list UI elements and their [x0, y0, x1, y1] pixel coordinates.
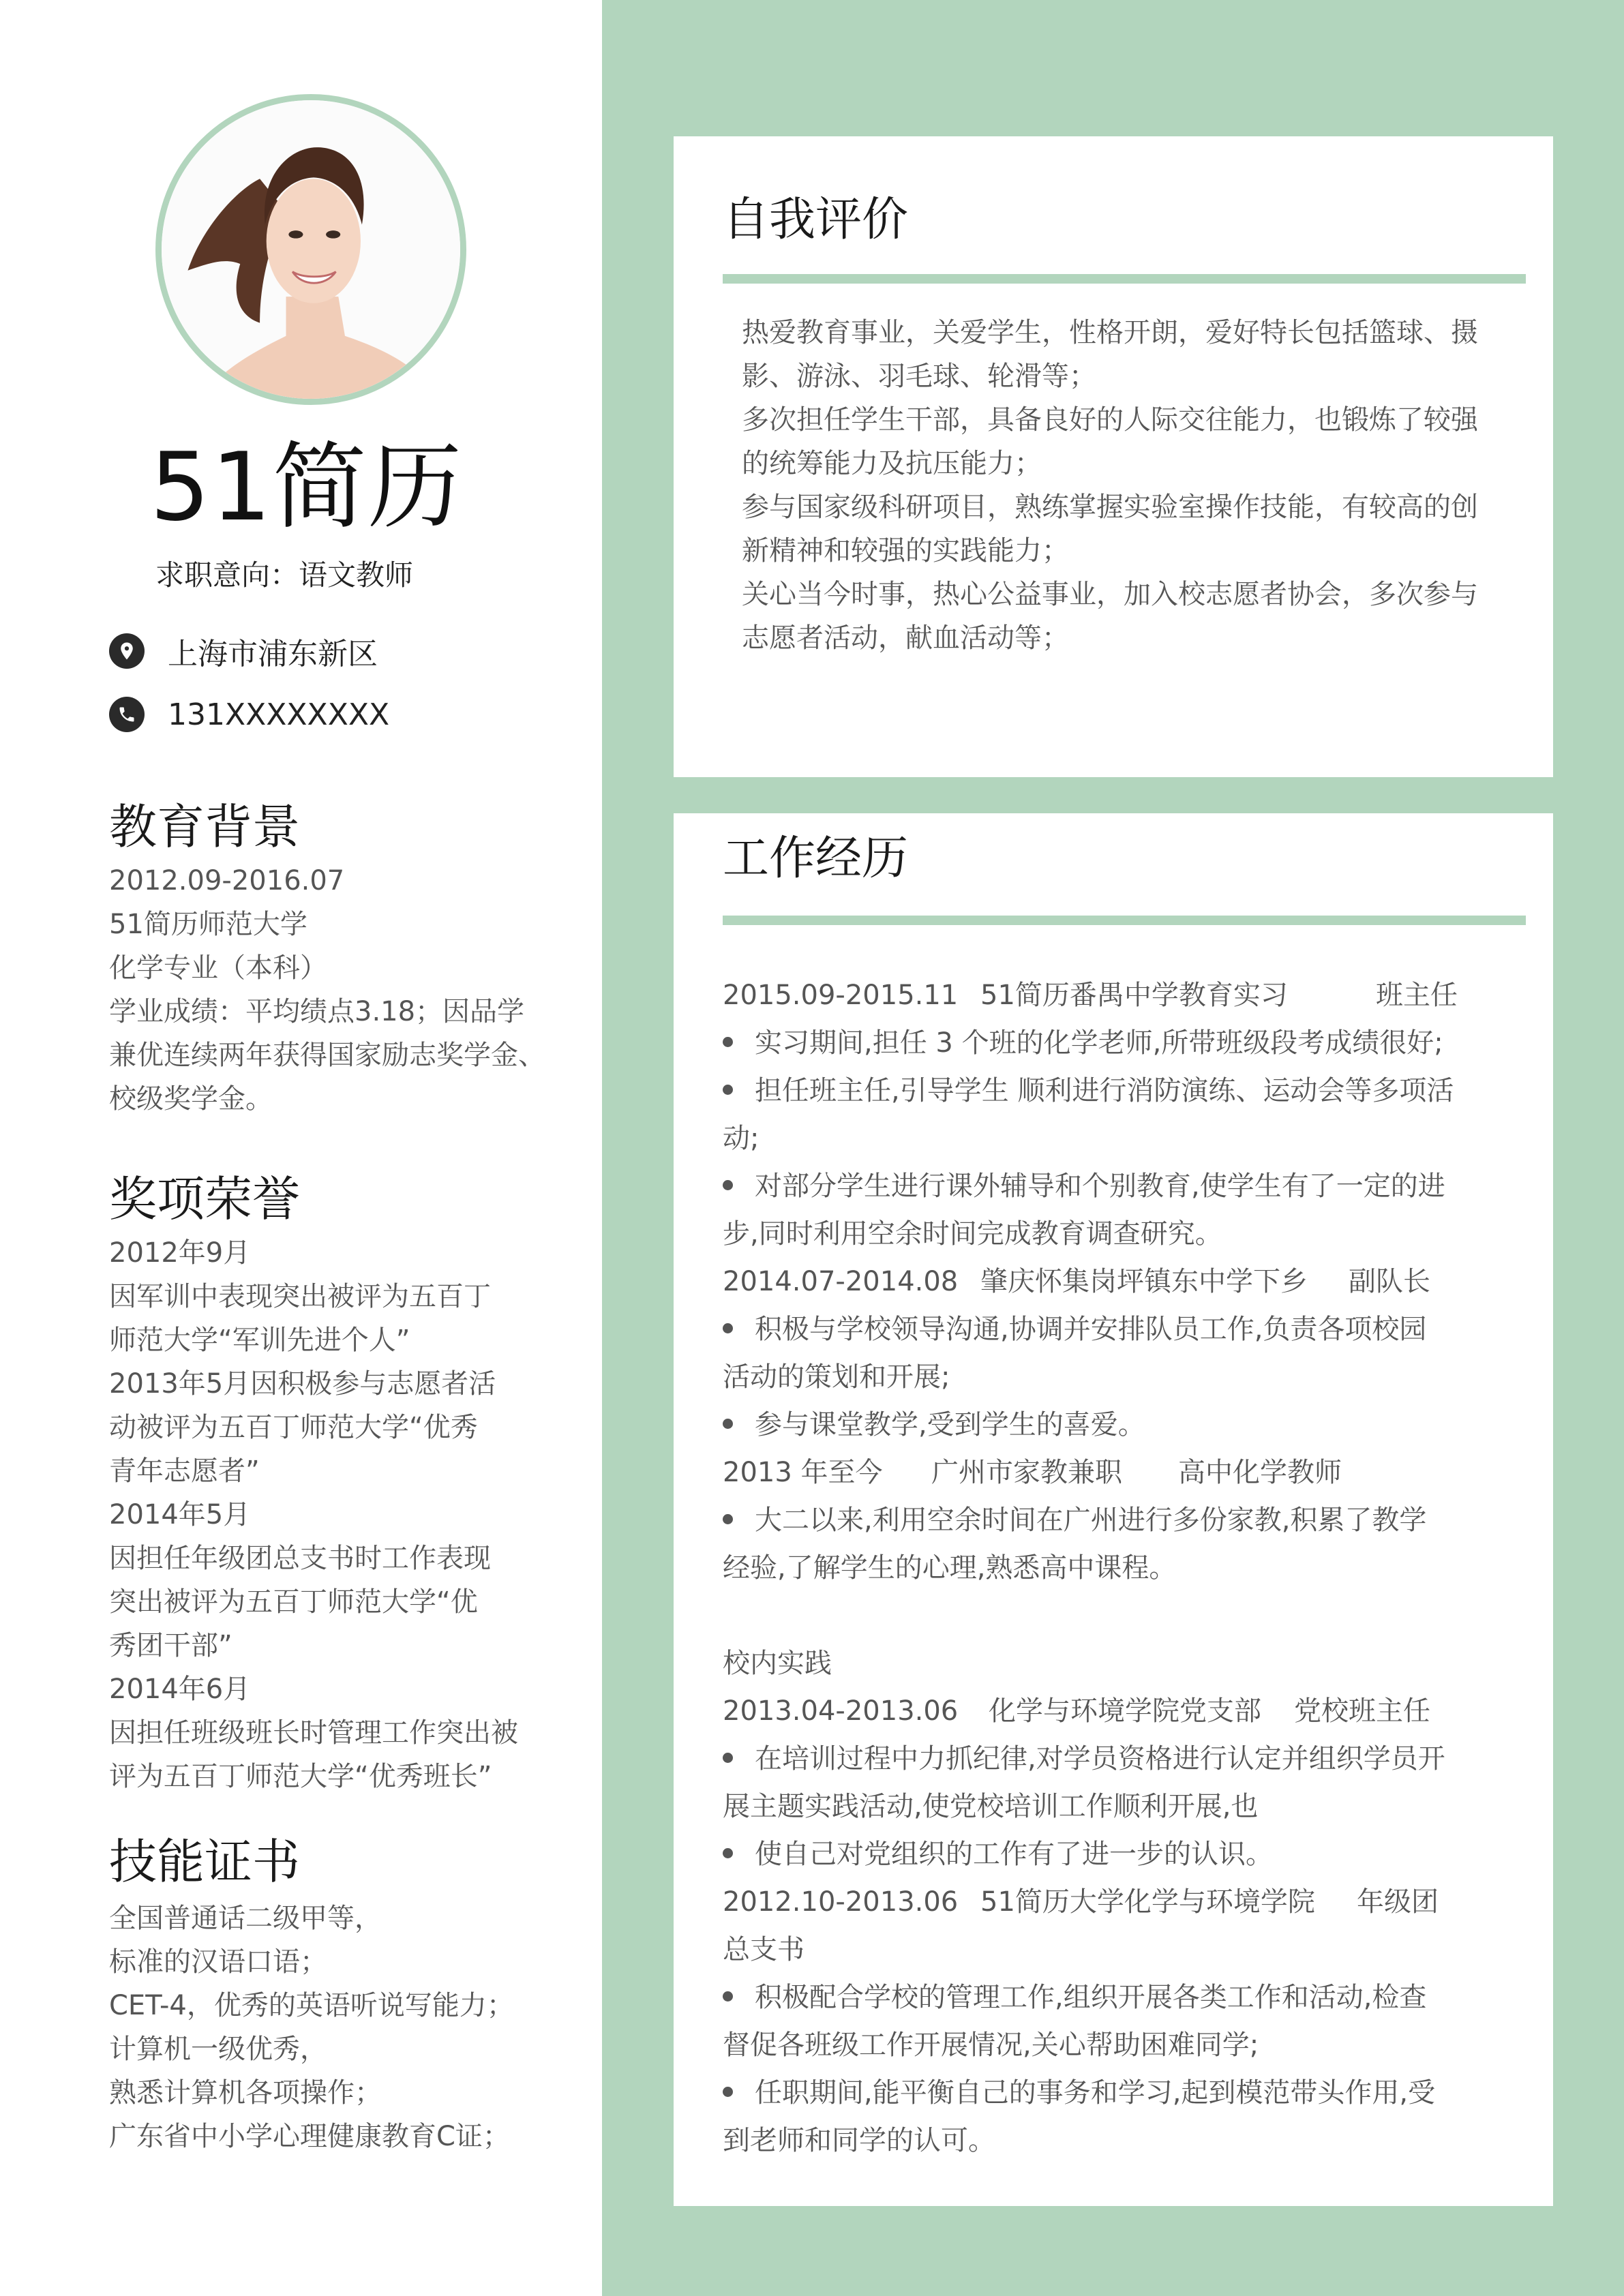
education-line: 化学专业（本科） [109, 952, 327, 984]
job-org: 广州市家教兼职 [931, 1457, 1122, 1488]
self-eval-line: 多次担任学生干部，具备良好的人际交往能力，也锻炼了较强 [742, 404, 1478, 436]
job-header [723, 1449, 1507, 1496]
self-eval-title: 自我评价 [723, 193, 909, 247]
self-eval-line: 的统筹能力及抗压能力； [742, 448, 1042, 479]
awards-line: 青年志愿者” [109, 1455, 260, 1487]
job-role: 班主任 [1376, 980, 1458, 1011]
self-eval-card [674, 136, 1553, 777]
skills-title: 技能证书 [109, 1834, 300, 1890]
self-eval-line: 志愿者活动，献血活动等； [742, 622, 1069, 654]
job-date: 2015.09-2015.11 [723, 980, 959, 1011]
awards-line: 2013年5月因积极参与志愿者活 [109, 1368, 496, 1400]
campus-practice-title: 校内实践 [723, 1648, 832, 1679]
skills-line: 计算机一级优秀， [109, 2034, 327, 2065]
phone-text: 131XXXXXXXX [168, 697, 390, 732]
work-divider [723, 916, 1526, 925]
job-bullet-cont: 到老师和同学的认可。 [723, 2125, 995, 2156]
awards-line: 动被评为五百丁师范大学“优秀 [109, 1412, 478, 1443]
education-line: 兼优连续两年获得国家励志奖学金、 [109, 1040, 545, 1071]
job-org: 51简历大学化学与环境学院 [980, 1886, 1315, 1918]
education-line: 校级奖学金。 [109, 1083, 273, 1115]
work-card [674, 813, 1553, 2206]
awards-line: 2014年6月 [109, 1674, 251, 1705]
job-bullet: 积极与学校领导沟通,协调并安排队员工作,负责各项校园 [723, 1305, 1507, 1353]
skills-line: CET-4，优秀的英语听说写能力； [109, 1990, 514, 2021]
candidate-name: 51简历 [150, 432, 464, 542]
work-title: 工作经历 [723, 832, 909, 886]
skills-line: 广东省中小学心理健康教育C证； [109, 2121, 510, 2152]
job-bullet: 在培训过程中力抓纪律,对学员资格进行认定并组织学员开 [723, 1735, 1507, 1783]
self-eval-line: 关心当今时事，热心公益事业，加入校志愿者协会，多次参与 [742, 579, 1478, 610]
education-line: 学业成绩：平均绩点3.18；因品学 [109, 996, 525, 1027]
job-role: 副队长 [1349, 1266, 1430, 1297]
location-pin-icon [109, 633, 145, 669]
education-line: 51简历师范大学 [109, 909, 307, 940]
contact-address [109, 631, 378, 671]
job-date: 2012.10-2013.06 [723, 1886, 959, 1918]
awards-line: 因担任班级班长时管理工作突出被 [109, 1717, 518, 1749]
job-bullet: 担任班主任,引导学生 顺利进行消防演练、运动会等多项活 [723, 1067, 1507, 1115]
skills-section [109, 1831, 518, 2158]
job-bullet-cont: 督促各班级工作开展情况,关心帮助困难同学; [723, 2029, 1259, 2061]
job-role-cont: 总支书 [723, 1934, 805, 1965]
job-header [723, 971, 1507, 1019]
job-org: 51简历番禺中学教育实习 [980, 980, 1288, 1011]
job-date: 2013 年至今 [723, 1457, 883, 1488]
self-eval-line: 影、游泳、羽毛球、轮滑等； [742, 361, 1096, 392]
job-bullet: 使自己对党组织的工作有了进一步的认识。 [723, 1830, 1507, 1878]
skills-line: 标准的汉语口语； [109, 1946, 327, 1978]
awards-line: 秀团干部” [109, 1630, 232, 1661]
job-bullet-cont: 经验,了解学生的心理,熟悉高中课程。 [723, 1552, 1177, 1584]
skills-line: 全国普通话二级甲等， [109, 1903, 382, 1934]
job-bullet-cont: 展主题实践活动,使党校培训工作顺利开展,也 [723, 1791, 1259, 1822]
avatar-photo [162, 100, 460, 399]
awards-line: 2014年5月 [109, 1499, 251, 1530]
awards-line: 师范大学“军训先进个人” [109, 1325, 410, 1356]
job-role: 高中化学教师 [1178, 1457, 1342, 1488]
job-org: 肇庆怀集岗坪镇东中学下乡 [980, 1266, 1308, 1297]
avatar [155, 94, 466, 405]
job-header [723, 1878, 1507, 1926]
awards-line: 评为五百丁师范大学“优秀班长” [109, 1761, 492, 1792]
job-bullet: 参与课堂教学,受到学生的喜爱。 [723, 1401, 1507, 1449]
awards-title: 奖项荣誉 [109, 1171, 300, 1227]
job-date: 2013.04-2013.06 [723, 1695, 959, 1727]
contact-phone [109, 694, 389, 735]
phone-icon [109, 697, 145, 732]
job-bullet-cont: 动; [723, 1123, 760, 1154]
self-eval-line: 参与国家级科研项目，熟练掌握实验室操作技能，有较高的创 [742, 492, 1478, 523]
job-header [723, 1687, 1507, 1735]
left-sidebar [0, 0, 602, 2296]
skills-line: 熟悉计算机各项操作； [109, 2077, 382, 2109]
awards-line: 因军训中表现突出被评为五百丁 [109, 1281, 491, 1312]
self-eval-line: 热爱教育事业，关爱学生，性格开朗，爱好特长包括篮球、摄 [742, 317, 1478, 348]
education-title: 教育背景 [109, 799, 300, 855]
job-bullet-cont: 步,同时利用空余时间完成教育调查研究。 [723, 1218, 1222, 1250]
address-text: 上海市浦东新区 [168, 637, 378, 671]
job-bullet: 对部分学生进行课外辅导和个别教育,使学生有了一定的进 [723, 1162, 1507, 1210]
self-eval-divider [723, 274, 1526, 284]
job-header [723, 1258, 1507, 1305]
job-bullet-cont: 活动的策划和开展; [723, 1361, 950, 1393]
right-panel [602, 0, 1624, 2296]
job-bullet: 任职期间,能平衡自己的事务和学习,起到模范带头作用,受 [723, 2069, 1507, 2117]
job-date: 2014.07-2014.08 [723, 1266, 959, 1297]
job-intent: 求职意向：语文教师 [155, 558, 414, 592]
job-bullet: 大二以来,利用空余时间在广州进行多份家教,积累了教学 [723, 1496, 1507, 1544]
job-org: 化学与环境学院党支部 [989, 1695, 1261, 1727]
awards-line: 2012年9月 [109, 1237, 251, 1269]
job-bullet: 实习期间,担任 3 个班的化学老师,所带班级段考成绩很好; [723, 1019, 1507, 1067]
job-role: 党校班主任 [1294, 1695, 1430, 1727]
education-section [109, 796, 545, 1121]
job-role: 年级团 [1357, 1886, 1439, 1918]
spacer [723, 1592, 1507, 1640]
education-line: 2012.09-2016.07 [109, 865, 345, 896]
awards-line: 因担任年级团总支书时工作表现 [109, 1543, 491, 1574]
self-eval-line: 新精神和较强的实践能力； [742, 535, 1069, 567]
awards-section [109, 1168, 518, 1798]
job-bullet: 积极配合学校的管理工作,组织开展各类工作和活动,检查 [723, 1974, 1507, 2021]
awards-line: 突出被评为五百丁师范大学“优 [109, 1586, 478, 1618]
